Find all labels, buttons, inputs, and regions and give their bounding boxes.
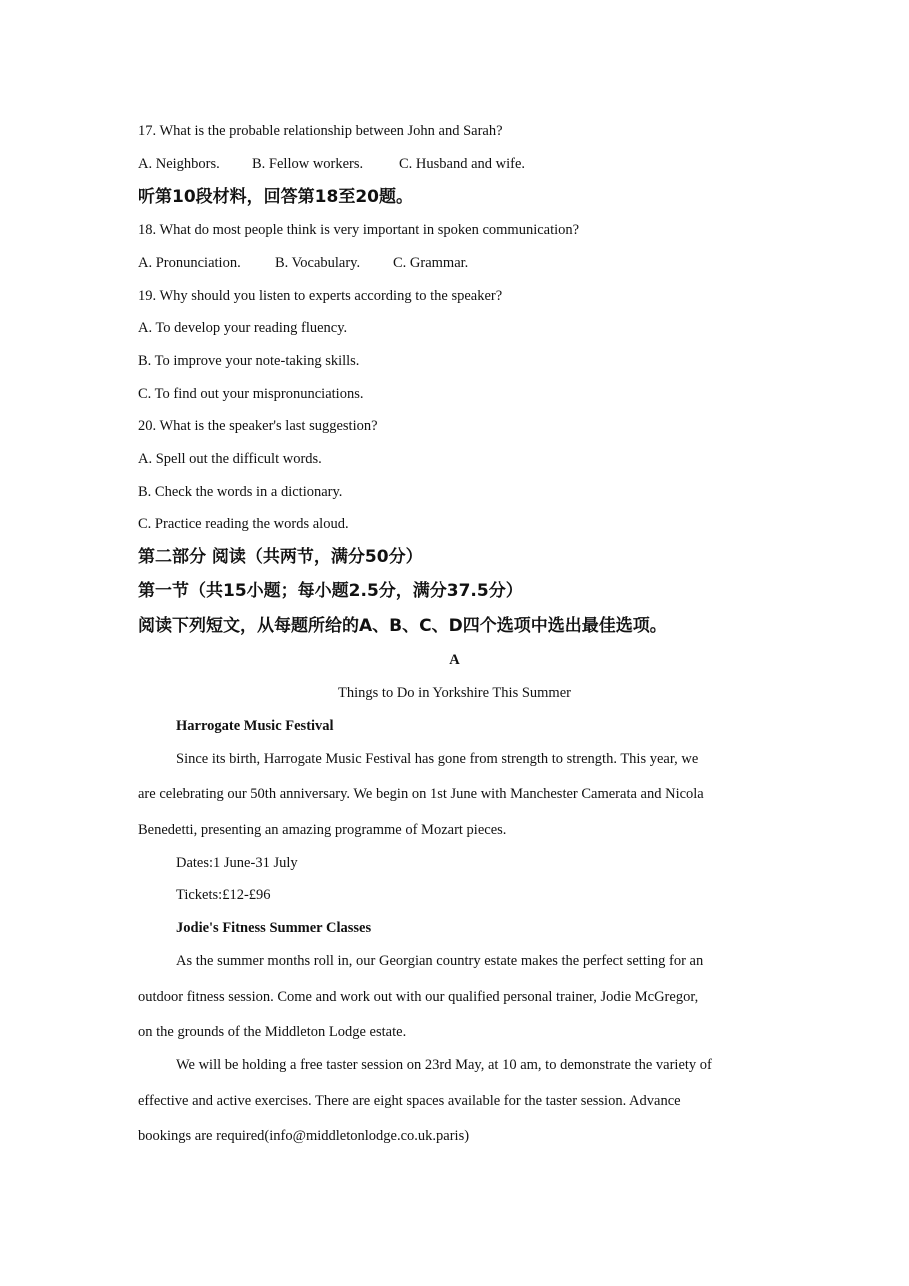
fitness-para-1-line: on the grounds of the Middleton Lodge estate. xyxy=(138,1024,407,1040)
option-b: B. To improve your note-taking skills. xyxy=(138,353,360,369)
fitness-para-2-line: effective and active exercises. There are eight spaces available for the taster session. Advance xyxy=(138,1093,681,1109)
question-18-options xyxy=(138,253,468,273)
option-b: B. Vocabulary. xyxy=(275,255,361,271)
festival-para-line: are celebrating our 50th anniversary. We begin on 1st June with Manchester Camerata and Nicola xyxy=(138,786,704,802)
passage-letter: A xyxy=(449,652,460,668)
option-c: C. To find out your mispronunciations. xyxy=(138,386,364,402)
festival-heading: Harrogate Music Festival xyxy=(176,718,334,734)
festival-dates: Dates:1 June-31 July xyxy=(176,855,298,871)
option-a: A. Spell out the difficult words. xyxy=(138,451,322,467)
reading-instructions: 阅读下列短文，从每题所给的A、B、C、D四个选项中选出最佳选项。 xyxy=(138,616,667,636)
option-c: C. Husband and wife. xyxy=(399,156,526,172)
option-a: A. Pronunciation. xyxy=(138,255,241,271)
fitness-para-2-line: bookings are required(info@middletonlodge.co.uk.paris) xyxy=(138,1128,470,1144)
question-18: 18. What do most people think is very important in spoken communication? xyxy=(138,222,580,238)
question-20: 20. What is the speaker's last suggestion? xyxy=(138,418,378,434)
question-19: 19. Why should you listen to experts according to the speaker? xyxy=(138,288,503,304)
fitness-heading: Jodie's Fitness Summer Classes xyxy=(176,920,372,936)
part-2-heading: 第二部分 阅读（共两节，满分50分） xyxy=(138,547,423,567)
festival-para-line: Since its birth, Harrogate Music Festival has gone from strength to strength. This year, we xyxy=(176,751,699,767)
passage-title: Things to Do in Yorkshire This Summer xyxy=(338,685,571,701)
section-1-heading: 第一节（共15小题；每小题2.5分，满分37.5分） xyxy=(138,581,523,601)
option-c: C. Grammar. xyxy=(393,255,469,271)
option-b: B. Fellow workers. xyxy=(252,156,364,172)
option-a: A. Neighbors. xyxy=(138,156,220,172)
section-10-heading: 听第10段材料，回答第18至20题。 xyxy=(138,187,413,207)
festival-para-line: Benedetti, presenting an amazing programme of Mozart pieces. xyxy=(138,822,507,838)
fitness-para-1-line: outdoor fitness session. Come and work out with our qualified personal trainer, Jodie McGregor, xyxy=(138,989,699,1005)
fitness-para-1-line: As the summer months roll in, our Georgian country estate makes the perfect setting for an xyxy=(176,953,704,969)
option-b: B. Check the words in a dictionary. xyxy=(138,484,343,500)
fitness-para-2-line: We will be holding a free taster session on 23rd May, at 10 am, to demonstrate the variety of xyxy=(176,1057,712,1073)
option-a: A. To develop your reading fluency. xyxy=(138,320,348,336)
question-17-options xyxy=(138,154,525,174)
question-17: 17. What is the probable relationship between John and Sarah? xyxy=(138,123,503,139)
option-c: C. Practice reading the words aloud. xyxy=(138,516,349,532)
festival-tickets: Tickets:£12-£96 xyxy=(176,887,271,903)
